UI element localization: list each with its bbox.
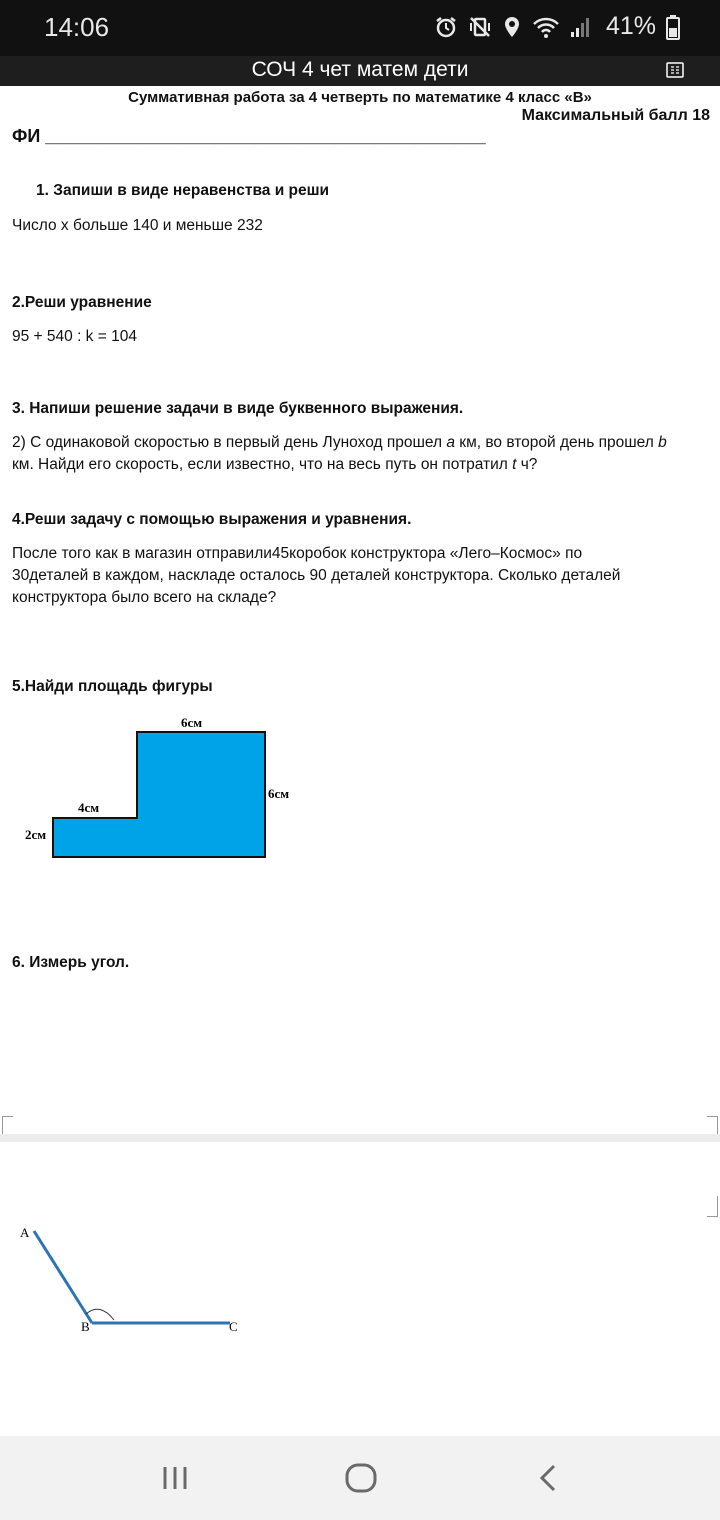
task-4-body-line-2: 30деталей в каждом, наскладе осталось 90 деталей конструктора. Сколько деталей: [12, 567, 621, 584]
task-1-title: 1. Запиши в виде неравенства и реши: [36, 182, 330, 199]
recent-apps-button[interactable]: [145, 1458, 205, 1498]
reader-mode-button[interactable]: [666, 62, 684, 83]
var-b: b: [658, 434, 667, 451]
task-4-title: 4.Реши задачу с помощью выражения и уравнения.: [12, 511, 412, 528]
point-b-label: B: [81, 1319, 90, 1334]
task-6-title: 6. Измерь угол.: [12, 954, 130, 971]
angle-figure: [0, 1210, 300, 1350]
status-time: 14:06: [44, 12, 110, 42]
location-icon: [502, 15, 522, 39]
task-4-body-line-3: конструктора было всего на складе?: [12, 589, 277, 606]
recent-apps-icon: [161, 1465, 189, 1491]
label-right: 6см: [268, 786, 290, 801]
page-corner-mark: [707, 1196, 718, 1217]
task-2-title: 2.Реши уравнение: [12, 294, 152, 311]
task-3-body-line-2: [12, 454, 537, 476]
var-t: t: [512, 456, 517, 473]
figure-shape: [53, 732, 265, 857]
task-2-body: 95 + 540 : k = 104: [12, 328, 137, 345]
area-figure: [0, 706, 320, 866]
point-a-label: A: [20, 1225, 30, 1240]
back-button[interactable]: [518, 1458, 578, 1498]
label-top: 6см: [181, 715, 203, 730]
document-header: Суммативная работа за 4 четверть по математике 4 класс «В»: [128, 89, 592, 106]
battery-icon: [666, 14, 680, 40]
signal-icon: [570, 15, 592, 39]
task-3-body-line-1: [12, 432, 667, 454]
point-c-label: C: [229, 1319, 238, 1334]
task-3-text-a: 2) С одинаковой скоростью в первый день Луноход прошел: [12, 434, 447, 451]
alarm-icon: [434, 15, 458, 39]
back-icon: [538, 1464, 558, 1492]
status-icons: [434, 12, 680, 41]
app-title-bar: [0, 56, 720, 86]
home-button[interactable]: [331, 1458, 391, 1498]
name-field: ФИ ____________________________________________: [12, 126, 486, 146]
mute-vibrate-icon: [468, 15, 492, 39]
max-score: Максимальный балл 18: [521, 107, 710, 124]
page-separator: [0, 1134, 720, 1142]
task-4-body-line-1: После того как в магазин отправили45коробок конструктора «Лего–Космос» по: [12, 545, 583, 562]
label-left: 2см: [25, 827, 47, 842]
task-3-text-d: ч?: [516, 456, 538, 473]
reader-mode-icon: [666, 62, 684, 78]
task-3-text-b: км, во второй день прошел: [454, 434, 659, 451]
home-icon: [345, 1463, 377, 1493]
var-a: a: [446, 434, 455, 451]
navigation-bar: [0, 1436, 720, 1520]
task-3-text-c: км. Найди его скорость, если известно, что на весь путь он потратил: [12, 456, 513, 473]
task-5-title: 5.Найди площадь фигуры: [12, 678, 213, 695]
wifi-icon: [532, 15, 560, 39]
document-title: СОЧ 4 чет матем дети: [251, 58, 469, 81]
label-step: 4см: [78, 800, 100, 815]
status-bar: [0, 0, 720, 56]
task-3-title: 3. Напиши решение задачи в виде буквенного выражения.: [12, 400, 464, 417]
battery-percent: 41%: [605, 12, 656, 40]
ray-ba: [34, 1231, 92, 1323]
task-1-body: Число х больше 140 и меньше 232: [12, 217, 263, 234]
